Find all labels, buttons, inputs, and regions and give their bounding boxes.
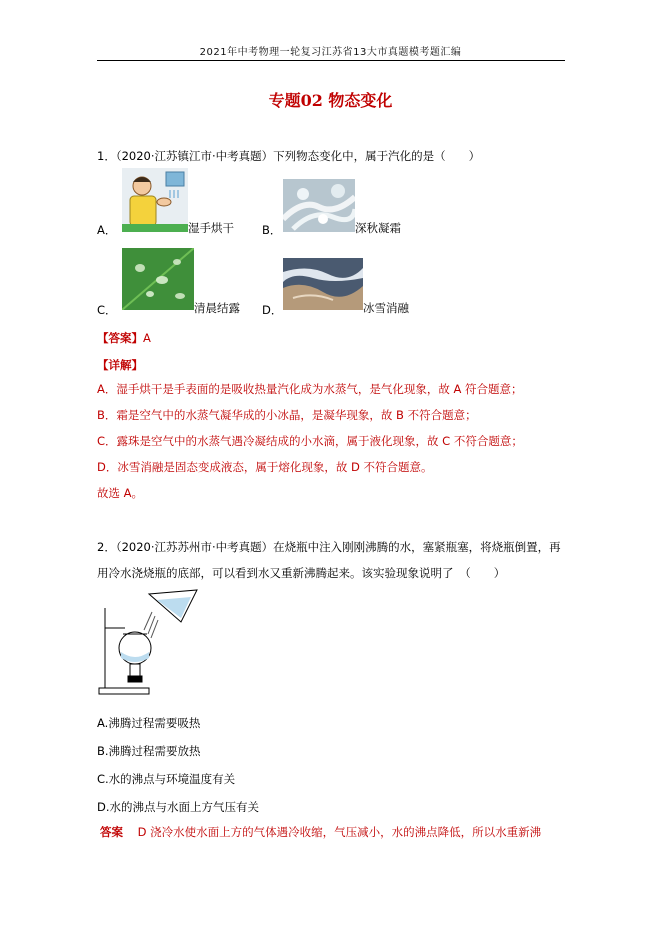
q2-option-b: B.沸腾过程需要放热 [97,744,201,758]
q1-conclusion: 故选 A。 [97,486,144,500]
q1-answer-label: 【答案】 [97,331,143,345]
q2-stem-line1: 2．（2020·江苏苏州市·中考真题）在烧瓶中注入刚刚沸腾的水，塞紧瓶塞，将烧瓶倒置，再 [97,540,561,554]
header-divider [97,60,565,61]
q1-option-c-letter: C． [97,303,117,317]
q2-option-d: D.水的沸点与水面上方气压有关 [97,800,260,814]
q2-option-c: C.水的沸点与环境温度有关 [97,772,236,786]
q1-detail-line-b: B．霜是空气中的水蒸气凝华成的小冰晶，是凝华现象，故 B 不符合题意； [97,408,477,422]
q1-answer [97,330,151,346]
dew-image [122,248,194,310]
q2-stem-line2: 用冷水浇烧瓶的底部，可以看到水又重新沸腾起来。该实验现象说明了 （ ） [97,566,506,580]
q1-detail-label: 【详解】 [97,358,143,372]
q1-answer-value: A [143,331,151,345]
q1-option-c-text: 清晨结露 [194,301,240,315]
q1-option-d-text: 冰雪消融 [363,301,409,315]
q2-option-a: A.沸腾过程需要吸热 [97,716,201,730]
q1-option-b-letter: B． [262,223,282,237]
q2-answer-label: 答案 [100,825,123,839]
melting-snow-image [283,258,363,310]
q1-option-a-letter: A． [97,223,117,237]
q1-detail-line-c: C．露珠是空气中的水蒸气遇冷凝结成的小水滴，属于液化现象，故 C 不符合题意； [97,434,523,448]
q1-option-b-text: 深秋凝霜 [355,221,401,235]
q2-answer [100,824,541,840]
page-title: 专题02 物态变化 [268,91,393,110]
q2-answer-text: D 浇冷水使水面上方的气体遇冷收缩，气压减小，水的沸点降低，所以水重新沸 [137,825,542,839]
frost-image [283,179,355,232]
page-header: 2021年中考物理一轮复习江苏省13大市真题模考题汇编 [199,47,462,58]
q1-option-d-letter: D． [262,303,283,317]
q1-option-a-text: 湿手烘干 [188,221,234,235]
q1-stem: 1．（2020·江苏镇江市·中考真题）下列物态变化中，属于汽化的是（ ） [97,149,481,163]
hand-dryer-image [122,168,188,232]
q1-detail-line-a: A．湿手烘干是手表面的是吸收热量汽化成为水蒸气，是气化现象，故 A 符合题意； [97,382,523,396]
q1-detail-line-d: D．冰雪消融是固态变成液态，属于熔化现象，故 D 不符合题意。 [97,460,433,474]
flask-apparatus-diagram [97,588,205,698]
